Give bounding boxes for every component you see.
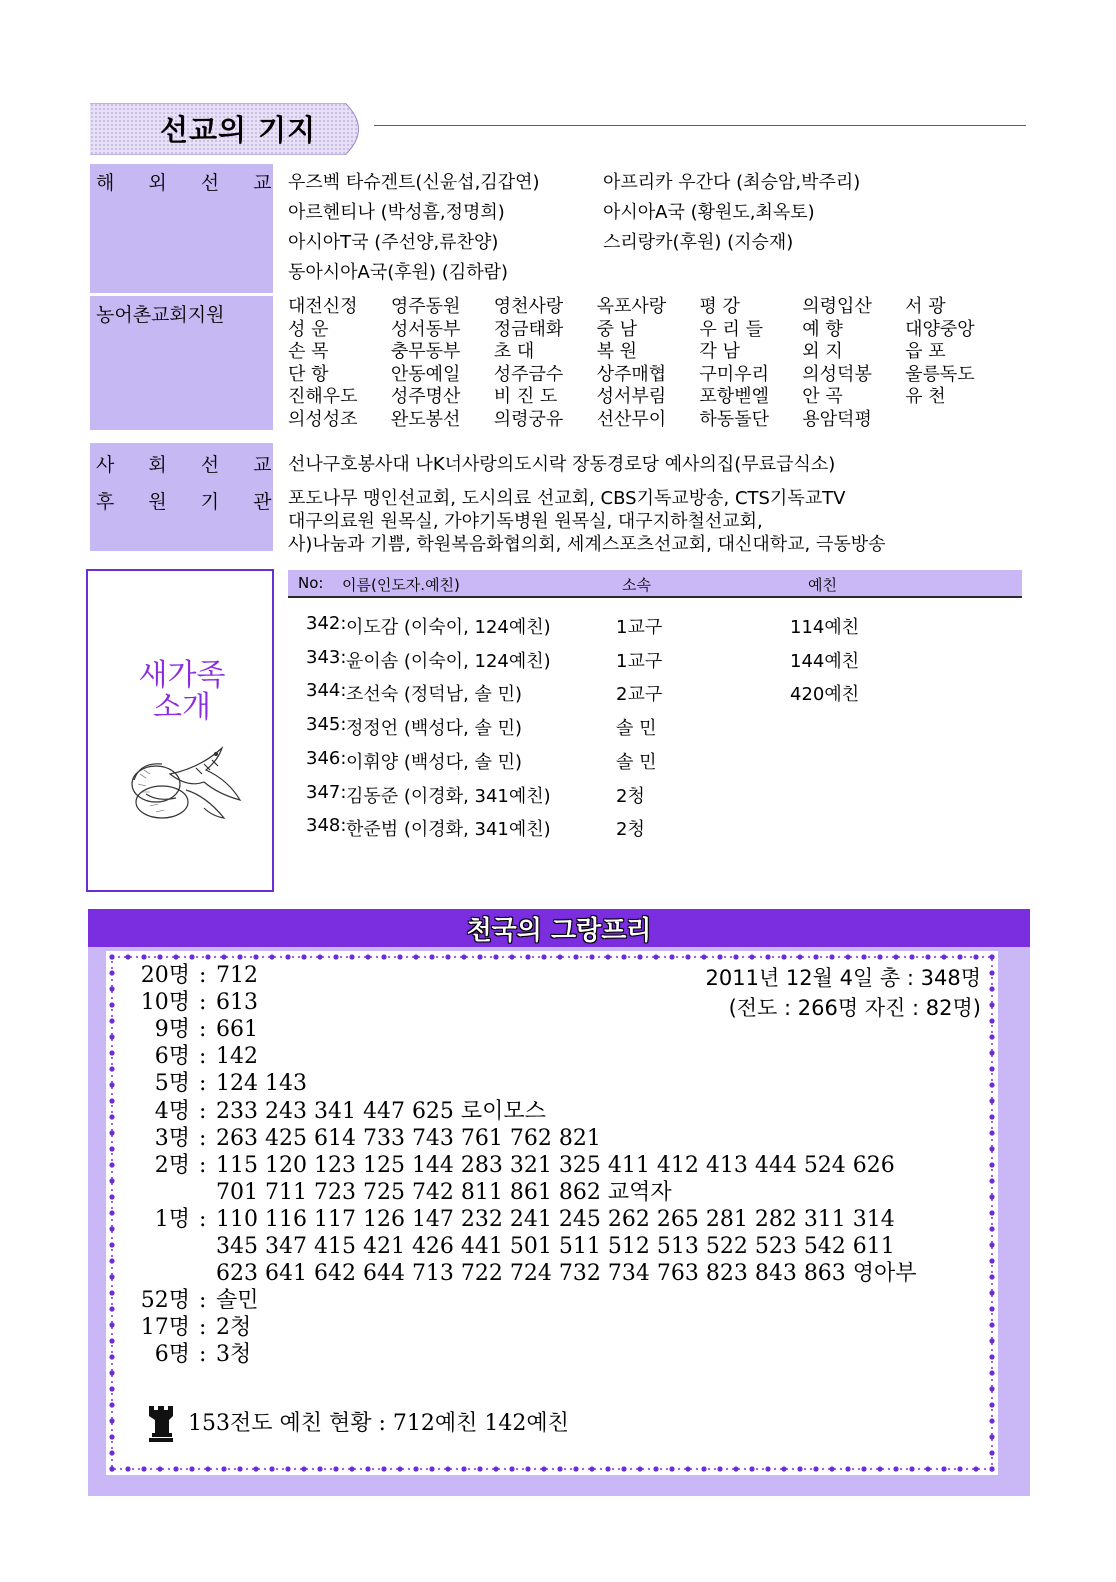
new-family-row	[306, 647, 1006, 677]
grand-prix-colon: :	[199, 1071, 207, 1097]
new-family-no: 346:	[306, 747, 347, 769]
new-family-no: 347:	[306, 781, 347, 803]
grand-prix-count: 20명	[140, 963, 190, 988]
rural-church-name: 울릉독도	[905, 363, 975, 385]
rural-church-name: 초 대	[493, 341, 535, 362]
grand-prix-count: 52명	[140, 1288, 190, 1314]
grand-prix-colon: :	[199, 1315, 207, 1341]
grand-prix-colon: :	[199, 1098, 207, 1124]
new-family-dept: 1교구	[616, 650, 663, 672]
rural-church-name: 의성덕봉	[802, 363, 872, 385]
new-family-row	[306, 748, 1006, 778]
new-family-dept: 솔 민	[616, 718, 657, 740]
rural-church-name: 성주명산	[390, 386, 461, 407]
grand-prix-values: 623 641 642 644 713 722 724 732 734 763 823 843 863 영아부	[216, 1261, 917, 1287]
rural-church-name: 단 항	[288, 363, 329, 385]
new-family-dept: 1교구	[616, 617, 663, 638]
grand-prix-values: 701 711 723 725 742 811 861 862 교역자	[216, 1179, 672, 1205]
rural-church-grid	[288, 296, 1008, 431]
supporting-orgs-line: 대구의료원 원목실, 가야기독병원 원목실, 대구지하철선교회,	[288, 511, 763, 532]
new-family-no: 348:	[306, 815, 347, 837]
grand-prix-values: 712	[216, 963, 258, 988]
grand-prix-values: 115 120 123 125 144 283 321 325 411 412 413 444 524 626	[216, 1152, 895, 1178]
new-family-table-header	[288, 570, 1022, 598]
rural-church-name: 옥포사랑	[596, 296, 667, 317]
rural-church-name: 성주금수	[493, 363, 564, 385]
new-family-cell: 144예친	[790, 650, 860, 672]
rural-church-name: 중 남	[596, 318, 638, 340]
new-family-dept: 2교구	[616, 684, 663, 706]
grand-prix-count: 2명	[154, 1152, 190, 1178]
rural-church-name: 평 강	[699, 296, 740, 317]
col-header-name: 이름(인도자.예친)	[342, 576, 460, 594]
grand-prix-values: 613	[216, 990, 258, 1016]
grand-prix-count: 6명	[154, 1342, 190, 1368]
rural-church-name: 완도봉선	[390, 408, 461, 430]
mission-item: 아르헨티나 (박성흠,정명희)	[288, 202, 505, 223]
rural-church-name: 정금태화	[493, 318, 564, 340]
grand-prix-count: 17명	[140, 1315, 190, 1341]
new-family-cell: 114예친	[790, 617, 860, 638]
label-overseas-mission: 해 외 선 교	[96, 172, 286, 194]
grand-prix-colon: :	[199, 1288, 207, 1314]
new-family-panel	[86, 569, 274, 892]
rural-church-name: 의성성조	[288, 408, 358, 430]
rural-church-name: 안동예일	[390, 363, 461, 385]
grand-prix-colon: :	[199, 1044, 207, 1070]
rural-church-name: 구미우리	[699, 363, 769, 385]
new-family-cell: 420예친	[790, 684, 860, 706]
grand-prix-colon: :	[199, 1342, 207, 1368]
mission-item: 아시아T국 (주선양,류찬양)	[288, 232, 499, 253]
rural-church-name: 선산무이	[596, 408, 667, 430]
new-family-row	[306, 815, 1006, 845]
new-family-dept: 2청	[616, 819, 645, 841]
grand-prix-colon: :	[199, 1017, 207, 1043]
rural-church-name: 충무동부	[390, 341, 461, 362]
header-rule	[374, 125, 1026, 126]
grand-prix-values: 233 243 341 447 625 로이모스	[216, 1098, 546, 1124]
rural-church-name: 포항벧엘	[699, 386, 769, 407]
grand-prix-count: 1명	[154, 1206, 190, 1232]
rural-church-name: 유 천	[905, 386, 946, 407]
new-family-name: 정정언 (백성다, 솔 민)	[346, 718, 523, 740]
rural-church-name: 대양중앙	[905, 318, 975, 340]
rural-church-name: 상주매협	[596, 363, 667, 385]
new-family-row	[306, 680, 1006, 710]
page-title: 선교의 기지	[160, 113, 317, 147]
rural-church-name: 성 운	[288, 318, 329, 340]
grand-prix-values: 솔민	[216, 1288, 259, 1314]
grand-prix-title: 천국의 그랑프리	[466, 916, 652, 946]
bread-and-fish-icon	[126, 744, 244, 824]
grand-prix-colon: :	[199, 963, 207, 988]
grand-prix-date-total: 2011년 12월 4일 총 : 348명	[705, 966, 981, 990]
col-header-cell: 예친	[808, 576, 837, 594]
rural-church-name: 서 광	[905, 296, 946, 317]
social-mission-text: 선나구호봉사대 나K너사랑의도시락 장동경로당 예사의집(무료급식소)	[288, 454, 836, 475]
new-family-title: 새가족 소개	[138, 658, 226, 725]
grand-prix-values: 2청	[216, 1315, 252, 1341]
grand-prix-values: 263 425 614 733 743 761 762 821	[216, 1125, 601, 1151]
grand-prix-colon: :	[199, 1206, 207, 1232]
rural-church-name: 복 원	[596, 341, 638, 362]
new-family-dept: 2청	[616, 785, 645, 807]
grand-prix-values: 110 116 117 126 147 232 241 245 262 265 281 282 311 314	[216, 1206, 895, 1232]
rural-church-name	[905, 409, 1008, 432]
mission-item: 동아시아A국(후원) (김하람)	[288, 262, 509, 283]
grand-prix-values: 3청	[216, 1342, 252, 1368]
new-family-no: 345:	[306, 714, 347, 736]
rural-church-name: 우 리 들	[699, 318, 764, 340]
grand-prix-colon: :	[199, 990, 207, 1016]
supporting-orgs-line: 포도나무 맹인선교회, 도시의료 선교회, CBS기독교방송, CTS기독교TV	[288, 488, 846, 509]
rural-church-name: 영천사랑	[493, 296, 564, 317]
mission-item: 스리랑카(후원) (지승재)	[603, 232, 794, 253]
grand-prix-count: 6명	[154, 1044, 190, 1070]
grand-prix-colon: :	[199, 1125, 207, 1151]
rural-church-name: 진해우도	[288, 386, 358, 407]
chess-rook-icon	[146, 1403, 176, 1443]
rural-church-name: 성서동부	[390, 318, 461, 340]
grand-prix-colon: :	[199, 1152, 207, 1178]
label-rural-church-support: 농어촌교회지원	[96, 304, 225, 326]
rural-church-name: 하동돌단	[699, 408, 769, 430]
new-family-name: 이도감 (이숙이, 124예친)	[346, 617, 551, 638]
rural-church-name: 읍 포	[905, 341, 946, 362]
grand-prix-values: 142	[216, 1044, 258, 1070]
rural-church-name: 예 향	[802, 318, 843, 340]
rural-church-name: 외 지	[802, 341, 843, 362]
new-family-row	[306, 714, 1006, 744]
grand-prix-count: 5명	[154, 1071, 190, 1097]
mission-item: 우즈벡 타슈겐트(신윤섭,김갑연)	[288, 172, 540, 193]
rural-church-name: 비 진 도	[493, 386, 558, 407]
grand-prix-values: 124 143	[216, 1071, 307, 1097]
label-social-mission: 사 회 선 교	[96, 454, 286, 476]
col-header-dept: 소속	[622, 576, 651, 594]
new-family-name: 윤이솜 (이숙이, 124예친)	[346, 650, 551, 672]
rural-church-name: 안 곡	[802, 386, 843, 407]
new-family-name: 김동준 (이경화, 341예친)	[346, 785, 551, 807]
grand-prix-count: 9명	[154, 1017, 190, 1043]
grand-prix-count: 10명	[140, 990, 190, 1016]
grand-prix-values: 661	[216, 1017, 258, 1043]
new-family-no: 343:	[306, 646, 347, 668]
new-family-row	[306, 782, 1006, 812]
grand-prix-count: 4명	[154, 1098, 190, 1124]
rural-church-name: 성서부림	[596, 386, 667, 407]
new-family-name: 조선숙 (정덕남, 솔 민)	[346, 684, 523, 706]
rural-church-name: 영주동원	[390, 296, 461, 317]
new-family-no: 342:	[306, 613, 347, 634]
mission-item: 아시아A국 (황원도,최옥토)	[603, 202, 815, 223]
rural-church-name: 용암덕평	[802, 408, 872, 430]
rural-church-name: 대전신정	[288, 296, 358, 317]
mission-item: 아프리카 우간다 (최승암,박주리)	[603, 172, 861, 193]
grand-prix-summary: (전도 : 266명 자진 : 82명)	[728, 996, 981, 1020]
new-family-row	[306, 613, 1006, 643]
grand-prix-values: 345 347 415 421 426 441 501 511 512 513 522 523 542 611	[216, 1234, 895, 1259]
grand-prix-footer: 153전도 예친 현황 : 712예친 142예친	[188, 1411, 569, 1436]
rural-church-name: 각 남	[699, 341, 740, 362]
supporting-orgs-line: 사)나눔과 기쁨, 학원복음화협의회, 세계스포츠선교회, 대신대학교, 극동방송	[288, 534, 886, 555]
new-family-dept: 솔 민	[616, 751, 657, 773]
new-family-no: 344:	[306, 680, 347, 702]
new-family-name: 이휘양 (백성다, 솔 민)	[346, 751, 523, 773]
rural-church-name: 의령입산	[802, 296, 872, 317]
col-header-no: No:	[298, 574, 324, 592]
new-family-name: 한준범 (이경화, 341예친)	[346, 819, 551, 841]
rural-church-name: 의령궁유	[493, 408, 564, 430]
grand-prix-count: 3명	[154, 1125, 190, 1151]
rural-church-name: 손 목	[288, 341, 329, 362]
label-supporting-orgs: 후 원 기 관	[96, 491, 286, 513]
